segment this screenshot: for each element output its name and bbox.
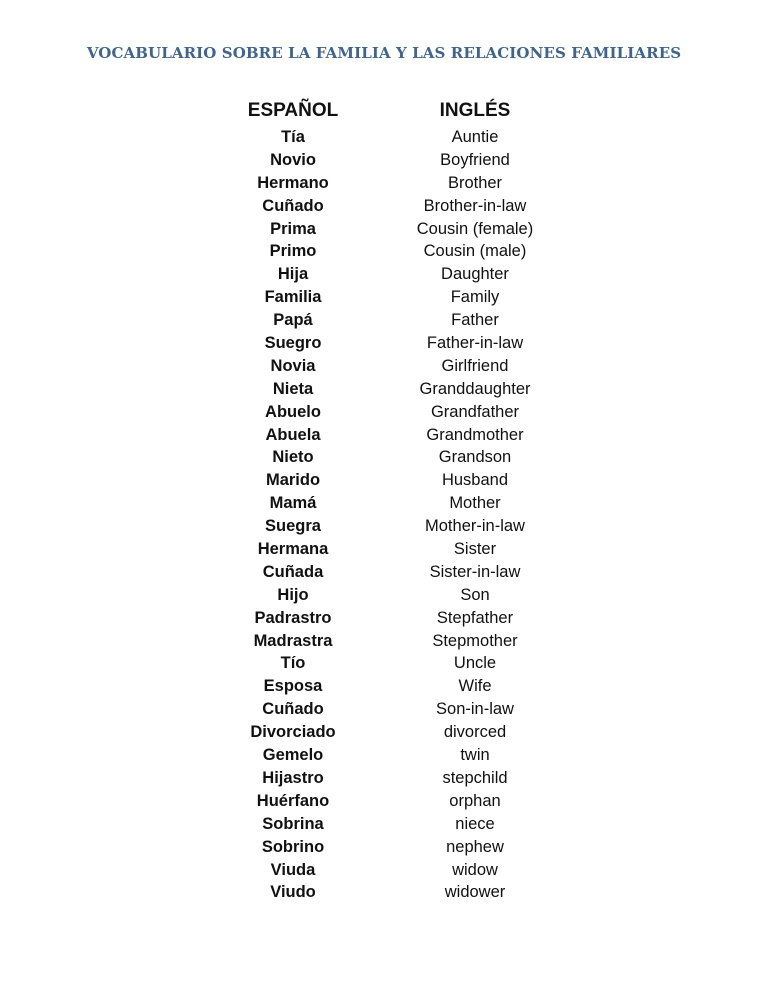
table-row (0, 721, 768, 744)
spanish-word: Marido (265, 471, 321, 490)
table-row (0, 263, 768, 286)
spanish-word: Suegro (264, 334, 322, 353)
spanish-word: Cuñada (262, 562, 324, 581)
document-title: VOCABULARIO SOBRE LA FAMILIA Y LAS RELACIONES FAMILIARES (86, 44, 682, 62)
table-row (0, 492, 768, 515)
table-row (0, 401, 768, 424)
english-word: Cousin (female) (416, 219, 534, 238)
english-word: Husband (441, 471, 509, 490)
english-word: Sister (453, 540, 497, 559)
spanish-word: Hija (277, 265, 309, 284)
english-word: Son (460, 585, 490, 604)
english-word: Mother (449, 494, 501, 513)
table-row (0, 515, 768, 538)
english-word: divorced (443, 723, 507, 742)
table-row (0, 309, 768, 332)
table-row (0, 218, 768, 241)
table-row (0, 378, 768, 401)
table-row (0, 286, 768, 309)
header-english: INGLÉS (439, 100, 511, 121)
english-word: Girlfriend (441, 356, 509, 375)
spanish-word: Suegra (265, 517, 321, 536)
english-word: twin (460, 746, 490, 765)
table-row (0, 675, 768, 698)
spanish-word: Nieto (272, 448, 314, 467)
table-row (0, 240, 768, 263)
english-word: widower (444, 883, 506, 902)
spanish-word: Hijastro (262, 768, 324, 787)
spanish-word: Novia (270, 356, 316, 375)
table-row (0, 172, 768, 195)
english-word: niece (455, 814, 495, 833)
spanish-word: Hermano (257, 173, 329, 192)
english-word: Uncle (453, 654, 497, 673)
english-word: Stepfather (436, 608, 514, 627)
english-word: Daughter (441, 265, 509, 284)
spanish-word: Novio (270, 150, 316, 169)
table-row (0, 424, 768, 447)
spanish-word: Abuela (265, 425, 321, 444)
table-row (0, 149, 768, 172)
english-word: Wife (458, 677, 492, 696)
english-word: Granddaughter (419, 379, 531, 398)
table-row (0, 332, 768, 355)
spanish-word: Cuñado (262, 196, 324, 215)
spanish-word: Abuelo (265, 402, 321, 421)
table-row (0, 813, 768, 836)
table-row (0, 767, 768, 790)
table-row (0, 538, 768, 561)
english-word: Stepmother (432, 631, 518, 650)
table-row (0, 859, 768, 882)
spanish-word: Divorciado (250, 723, 336, 742)
table-row (0, 126, 768, 149)
table-row (0, 698, 768, 721)
english-word: Boyfriend (440, 150, 510, 169)
english-word: Grandfather (430, 402, 520, 421)
spanish-word: Mamá (269, 494, 317, 513)
spanish-word: Madrastra (253, 631, 333, 650)
english-word: Cousin (male) (423, 242, 527, 261)
english-word: Brother (447, 173, 503, 192)
table-row (0, 446, 768, 469)
table-row (0, 355, 768, 378)
english-word: Son-in-law (436, 700, 514, 719)
header-spanish: ESPAÑOL (247, 100, 339, 121)
spanish-word: Tío (280, 654, 306, 673)
english-word: Grandson (438, 448, 512, 467)
spanish-word: Prima (270, 219, 316, 238)
spanish-word: Primo (269, 242, 317, 261)
table-row (0, 469, 768, 492)
english-word: Grandmother (426, 425, 524, 444)
vocabulary-list (0, 126, 768, 904)
table-row (0, 744, 768, 767)
table-header (0, 100, 768, 126)
table-row (0, 630, 768, 653)
spanish-word: Familia (264, 288, 322, 307)
spanish-word: Tía (281, 128, 305, 146)
english-word: stepchild (442, 768, 508, 787)
spanish-word: Cuñado (262, 700, 324, 719)
english-word: nephew (446, 837, 504, 856)
english-word: Sister-in-law (429, 562, 521, 581)
spanish-word: Viuda (270, 860, 316, 879)
spanish-word: Hermana (257, 540, 329, 559)
english-word: widow (452, 860, 498, 879)
english-word: Father (451, 311, 499, 330)
spanish-word: Papá (273, 311, 313, 330)
spanish-word: Esposa (263, 677, 323, 696)
spanish-word: Nieta (272, 379, 314, 398)
table-row (0, 195, 768, 218)
table-row (0, 584, 768, 607)
english-word: Auntie (451, 128, 499, 146)
spanish-word: Huérfano (256, 791, 330, 810)
spanish-word: Padrastro (254, 608, 332, 627)
spanish-word: Gemelo (262, 746, 324, 765)
english-word: Father-in-law (426, 334, 524, 353)
spanish-word: Sobrina (262, 814, 324, 833)
spanish-word: Sobrino (261, 837, 325, 856)
english-word: Mother-in-law (425, 517, 525, 536)
table-row (0, 652, 768, 675)
english-word: orphan (449, 791, 501, 810)
table-row (0, 561, 768, 584)
table-row (0, 790, 768, 813)
spanish-word: Viudo (270, 883, 316, 902)
english-word: Family (450, 288, 500, 307)
spanish-word: Hijo (277, 585, 309, 604)
english-word: Brother-in-law (423, 196, 527, 215)
table-row (0, 607, 768, 630)
table-row (0, 836, 768, 859)
table-row (0, 881, 768, 904)
